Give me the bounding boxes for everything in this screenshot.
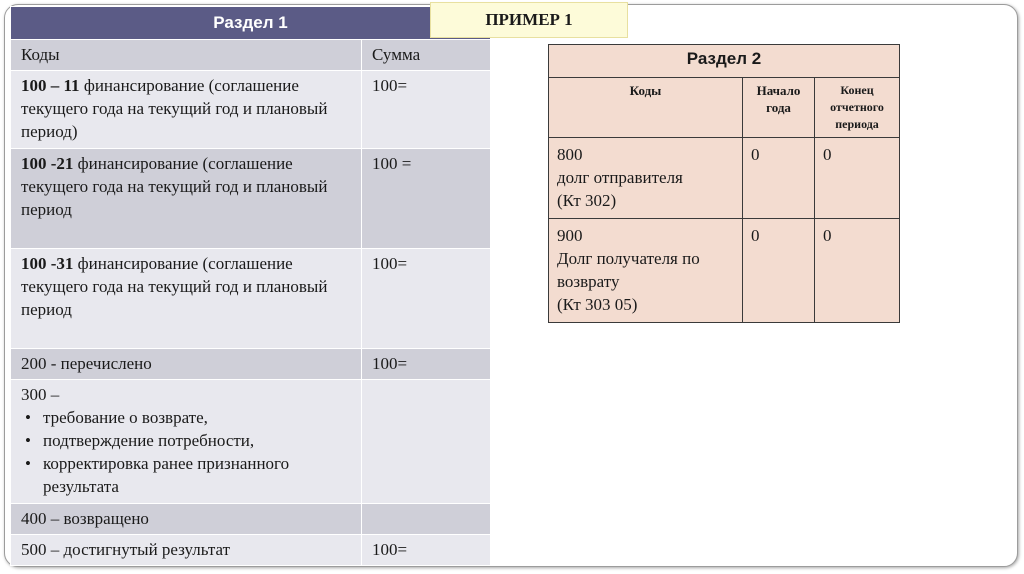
section2-table bbox=[548, 44, 900, 323]
row-code-cell bbox=[11, 380, 362, 504]
row-code-cell bbox=[11, 71, 362, 149]
row-line: Долг получателя по возврату bbox=[557, 249, 700, 291]
row-text: 200 - перечислено bbox=[11, 349, 362, 380]
row-text: финансирование (соглашение текущего года на текущий год и плановый период) bbox=[21, 76, 328, 141]
row-code-cell bbox=[11, 249, 362, 349]
row-sum: 100= bbox=[362, 535, 491, 566]
list-item: • подтверждение потребности, bbox=[21, 429, 351, 452]
row-line: (Кт 302) bbox=[557, 191, 617, 210]
row-end-value: 0 bbox=[815, 219, 900, 323]
row-start-value: 0 bbox=[743, 138, 815, 219]
row-code: 100 -21 bbox=[21, 154, 74, 173]
row-code-cell bbox=[549, 138, 743, 219]
row-sum: 100 = bbox=[362, 149, 491, 249]
row-line: (Кт 303 05) bbox=[557, 295, 638, 314]
table-row bbox=[11, 149, 491, 249]
row-text: 500 – достигнутый результат bbox=[11, 535, 362, 566]
section2-header-end: Конец отчетного периода bbox=[815, 78, 900, 138]
row-sum: 100= bbox=[362, 71, 491, 149]
row-code: 100 -31 bbox=[21, 254, 74, 273]
row-line: 900 bbox=[557, 226, 583, 245]
table-row bbox=[11, 71, 491, 149]
row-text: финансирование (соглашение текущего года на текущий год и плановый период bbox=[21, 154, 328, 219]
section2-header-codes: Коды bbox=[549, 78, 743, 138]
table-row bbox=[549, 219, 900, 323]
table-row bbox=[11, 349, 491, 380]
row-code-cell bbox=[11, 149, 362, 249]
table-row bbox=[11, 504, 491, 535]
row-code-cell bbox=[549, 219, 743, 323]
section2-header-start: Начало года bbox=[743, 78, 815, 138]
row-sum bbox=[362, 504, 491, 535]
table-row bbox=[549, 138, 900, 219]
row-code: 100 – 11 bbox=[21, 76, 80, 95]
section1-header-sum: Сумма bbox=[362, 40, 491, 71]
bullet-list bbox=[21, 406, 351, 498]
row-sum bbox=[362, 380, 491, 504]
table-row bbox=[11, 535, 491, 566]
row-sum: 100= bbox=[362, 249, 491, 349]
section2-title: Раздел 2 bbox=[549, 45, 900, 78]
row-text: финансирование (соглашение текущего года на текущий год и плановый период bbox=[21, 254, 328, 319]
list-item: • корректировка ранее признанного результата bbox=[21, 452, 351, 498]
row-end-value: 0 bbox=[815, 138, 900, 219]
row-text: 300 – bbox=[21, 385, 60, 404]
list-item: • требование о возврате, bbox=[21, 406, 351, 429]
row-sum: 100= bbox=[362, 349, 491, 380]
section1-title: Раздел 1 bbox=[11, 7, 491, 40]
example-label: ПРИМЕР 1 bbox=[430, 2, 628, 38]
row-text: 400 – возвращено bbox=[11, 504, 362, 535]
table-row bbox=[11, 249, 491, 349]
section1-table bbox=[10, 6, 491, 566]
table-row bbox=[11, 380, 491, 504]
row-line: долг отправителя bbox=[557, 168, 683, 187]
row-line: 800 bbox=[557, 145, 583, 164]
row-start-value: 0 bbox=[743, 219, 815, 323]
section1-header-codes: Коды bbox=[11, 40, 362, 71]
